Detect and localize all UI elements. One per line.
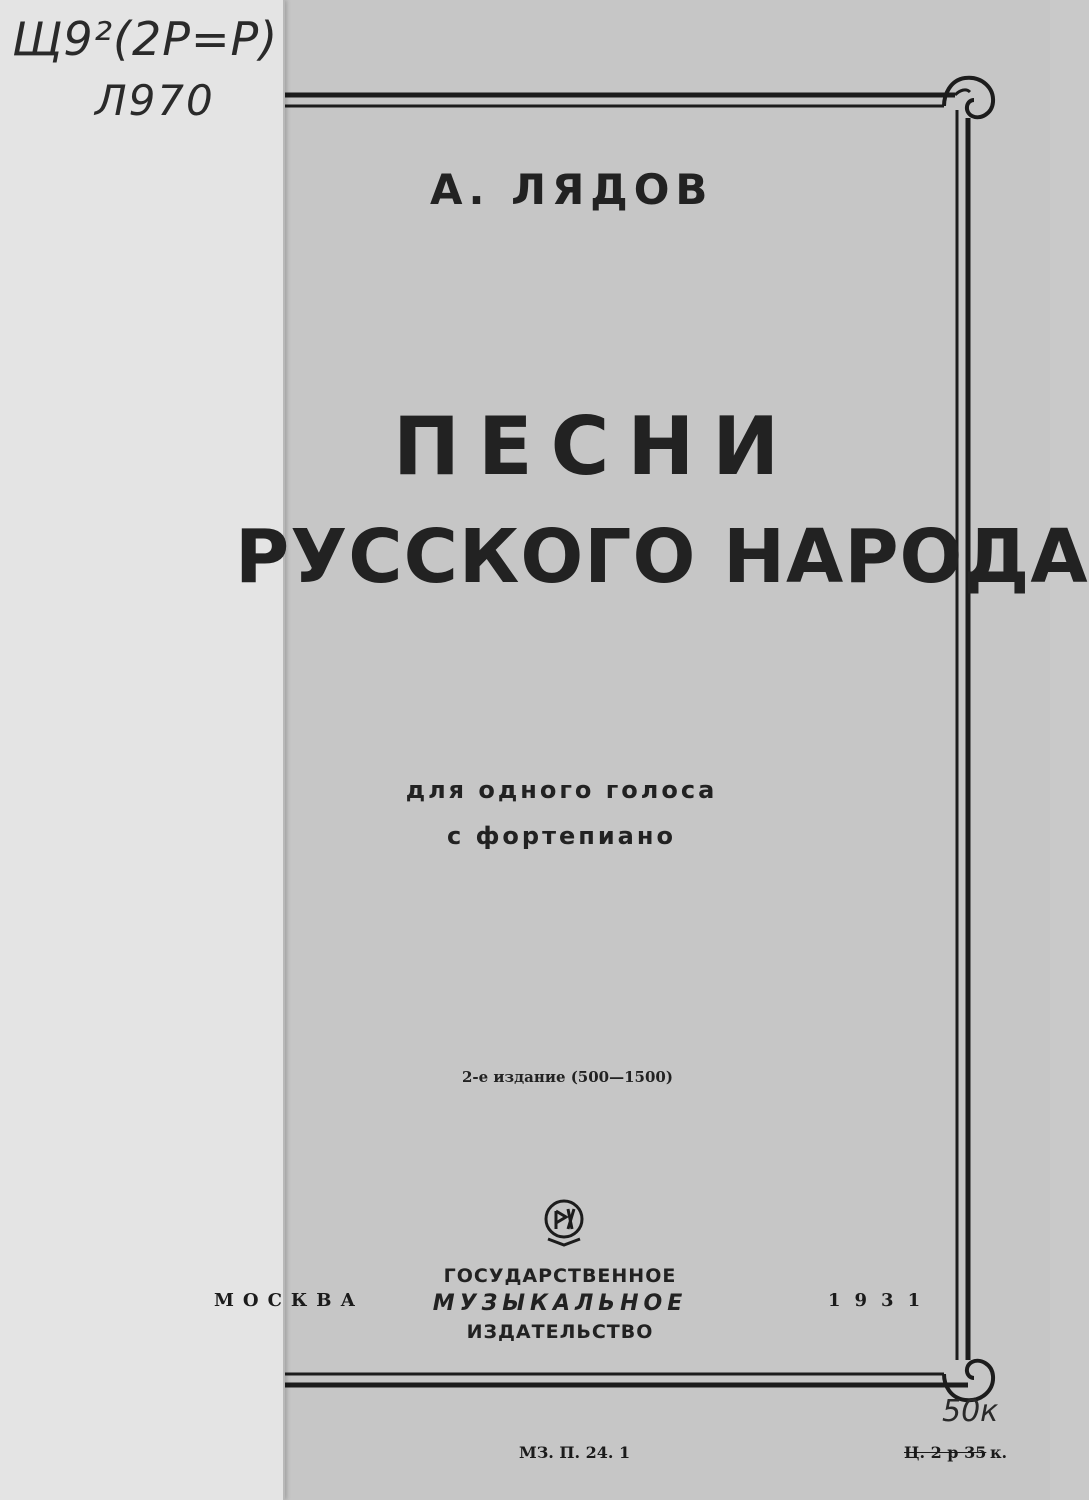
author-name: А. ЛЯДОВ <box>430 165 714 214</box>
publisher-block <box>405 1262 715 1346</box>
binding-stub <box>0 0 285 1500</box>
publication-city-text: МОСКВА <box>214 1290 365 1311</box>
subtitle-line-2: с фортепиано <box>447 822 676 850</box>
publication-city <box>214 1290 365 1311</box>
handwritten-price: 50к <box>942 1394 999 1429</box>
title-line-1: ПЕСНИ <box>393 400 798 493</box>
title-line-2-text: РУССКОГО НАРОДА <box>235 514 1089 600</box>
catalog-number: МЗ. П. 24. 1 <box>519 1443 631 1462</box>
subtitle-line-1: для одного голоса <box>405 776 718 804</box>
shelf-number: Л970 <box>95 76 215 125</box>
title-line-2 <box>235 514 1089 600</box>
subtitle <box>384 767 739 859</box>
music-publisher-emblem <box>538 1195 590 1251</box>
publication-year: 1931 <box>828 1290 935 1311</box>
publisher-line-1: ГОСУДАРСТВЕННОЕ <box>443 1265 677 1287</box>
price-unit: к. <box>990 1443 1008 1462</box>
publisher-line-2: МУЗЫКАЛЬНОЕ <box>432 1291 688 1316</box>
edition-note: 2-е издание (500—1500) <box>462 1068 673 1086</box>
printed-price: Ц. 2 р 35 <box>904 1443 987 1462</box>
publisher-line-3: ИЗДАТЕЛЬСТВО <box>466 1321 654 1343</box>
shelf-mark: Щ9²(2Р=Р) <box>12 12 279 66</box>
